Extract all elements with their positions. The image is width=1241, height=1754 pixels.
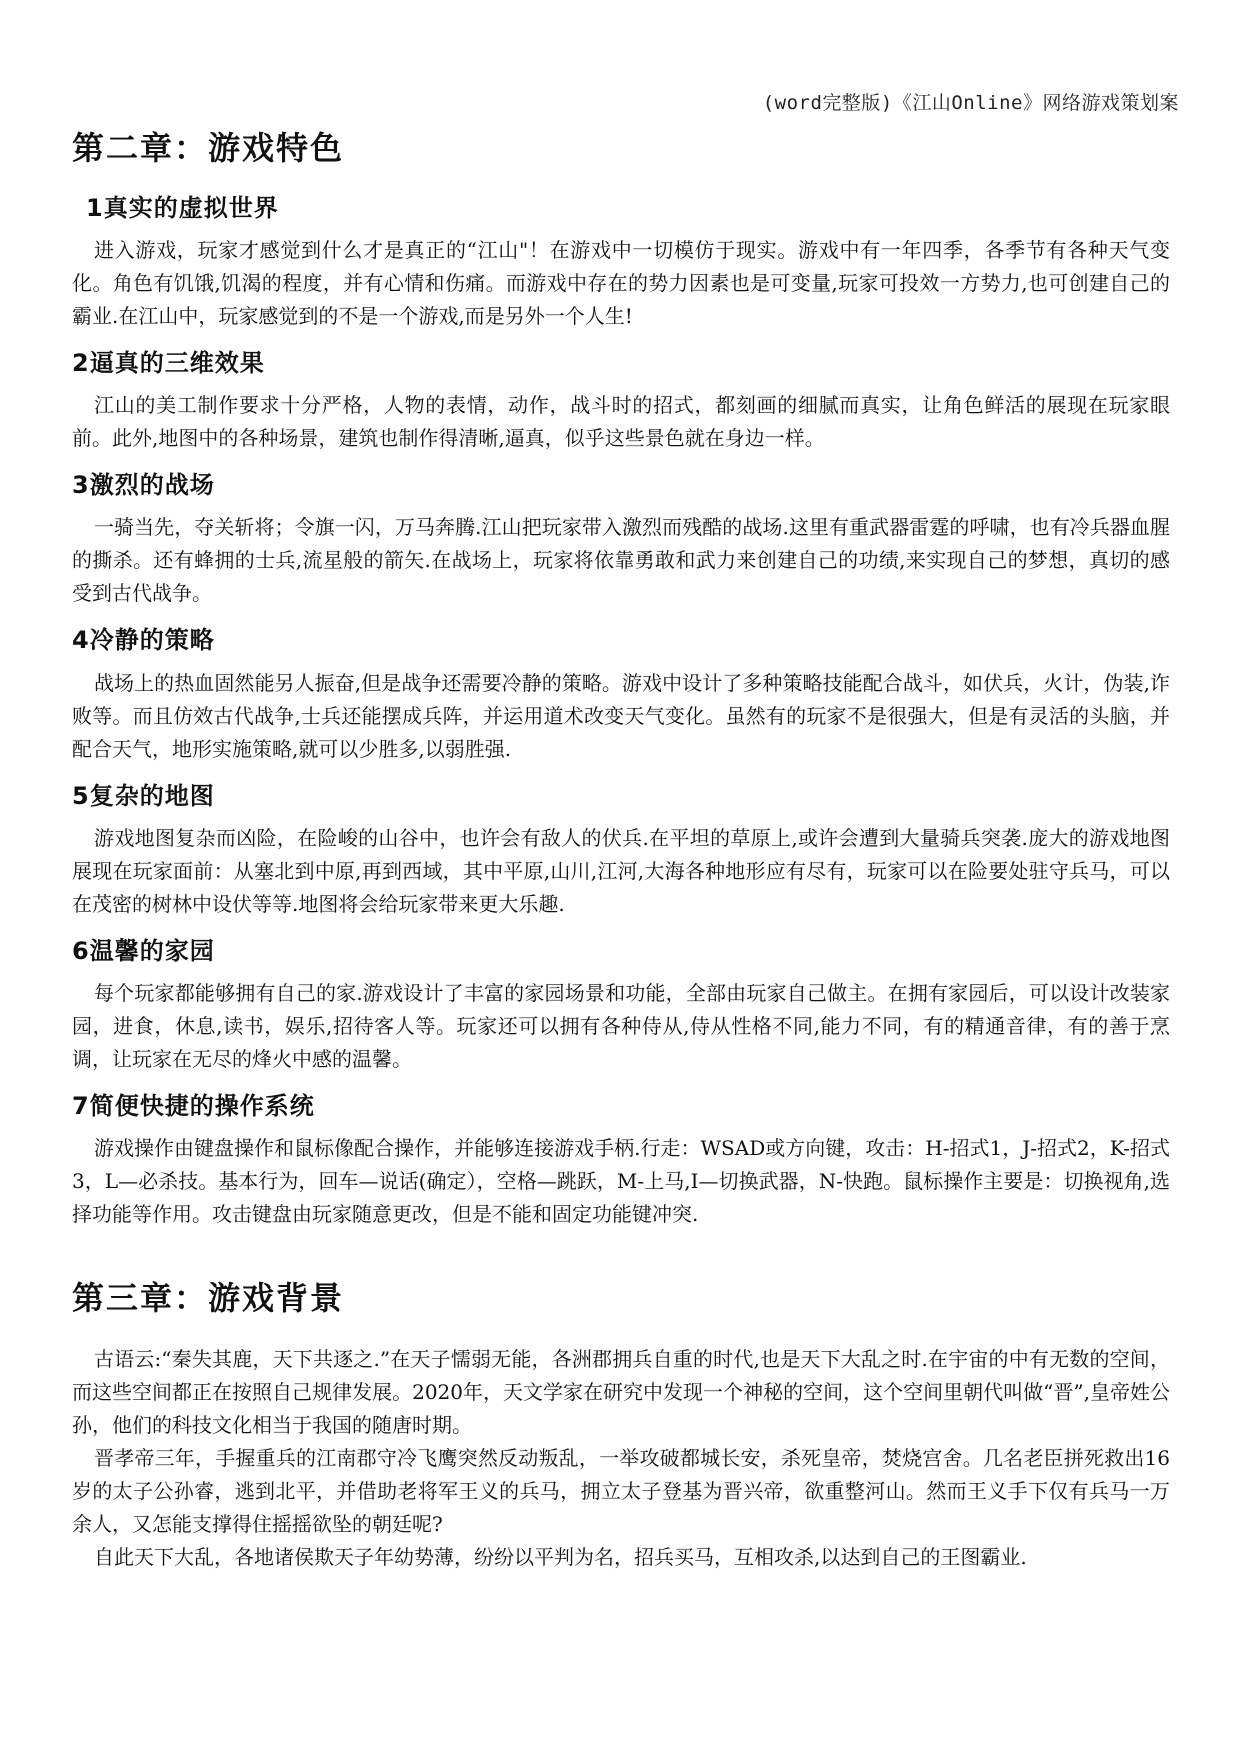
section-2-body: 江山的美工制作要求十分严格，人物的表情，动作，战斗时的招式，都刻画的细腻而真实，让角色鲜活的展现在玩家眼前。此外,地图中的各种场景，建筑也制作得清晰,逼真，似乎这些景色就在身边一样。	[72, 393, 1170, 451]
section-4-body: 战场上的热血固然能另人振奋,但是战争还需要冷静的策略。游戏中设计了多种策略技能配合战斗，如伏兵，火计，伪装,诈败等。而且仿效古代战争,士兵还能摆成兵阵，并运用道术改变天气变化。虽然有的玩家不是很强大，但是有灵活的头脑，并配合天气，地形实施策略,就可以少胜多,以弱胜强.	[72, 670, 1170, 761]
section-7-body: 游戏操作由键盘操作和鼠标像配合操作，并能够连接游戏手柄.行走：WSAD或方向键，攻击：H-招式1，J-招式2，K-招式3，L—必杀技。基本行为，回车—说话(确定），空格—跳跃，M-上马,I—切换武器，N-快跑。鼠标操作主要是：切换视角,选择功能等作用。攻击键盘由玩家随意更改，但是不能和固定功能键冲突.	[72, 1136, 1170, 1227]
chapter-3-title: 第三章：游戏背景	[72, 1279, 345, 1318]
background-paragraph: 晋孝帝三年，手握重兵的江南郡守冷飞鹰突然反动叛乱，一举攻破都城长安，杀死皇帝，焚烧宫舍。几名老臣拼死救出16岁的太子公孙睿，逃到北平，并借助老将军王义的兵马，拥立太子登基为晋兴帝，欲重整河山。然而王义手下仅有兵马一万余人，又怎能支撑得住摇摇欲坠的朝廷呢?	[72, 1445, 1170, 1536]
section-3-title: 3激烈的战场	[72, 471, 215, 500]
section-5-body: 游戏地图复杂而凶险，在险峻的山谷中，也许会有敌人的伏兵.在平坦的草原上,或许会遭到大量骑兵突袭.庞大的游戏地图展现在玩家面前：从塞北到中原,再到西域，其中平原,山川,江河,大海各种地形应有尽有，玩家可以在险要处驻守兵马，可以在茂密的树林中设伏等等.地图将会给玩家带来更大乐趣.	[72, 825, 1170, 916]
section-2-title: 2逼真的三维效果	[72, 348, 265, 377]
section-3	[72, 470, 1170, 610]
section-6-title: 6温馨的家园	[72, 936, 215, 965]
section-7	[72, 1091, 1170, 1231]
section-1	[72, 193, 1170, 333]
section-3-body: 一骑当先，夺关斩将；令旗一闪，万马奔腾.江山把玩家带入激烈而残酷的战场.这里有重武器雷霆的呼啸，也有冷兵器血腥的撕杀。还有蜂拥的士兵,流星般的箭矢.在战场上，玩家将依靠勇敢和武力来创建自己的功绩,来实现自己的梦想，真切的感受到古代战争。	[72, 515, 1170, 606]
chapter-spacer	[72, 1246, 1170, 1276]
running-header: (word完整版)《江山Online》网络游戏策划案	[762, 92, 1179, 114]
section-6-body: 每个玩家都能够拥有自己的家.游戏设计了丰富的家园场景和功能，全部由玩家自己做主。在拥有家园后，可以设计改装家园，进食，休息,读书，娱乐,招待客人等。玩家还可以拥有各种侍从,侍从性格不同,能力不同，有的精通音律，有的善于烹调，让玩家在无尽的烽火中感的温馨。	[72, 980, 1170, 1071]
section-7-title: 7简便快捷的操作系统	[72, 1091, 315, 1120]
section-1-title: 1真实的虚拟世界	[86, 193, 279, 222]
section-4	[72, 625, 1170, 765]
section-5	[72, 781, 1170, 921]
section-1-body: 进入游戏，玩家才感觉到什么才是真正的“江山"！在游戏中一切模仿于现实。游戏中有一年四季，各季节有各种天气变化。角色有饥饿,饥渴的程度，并有心情和伤痛。而游戏中存在的势力因素也是可变量,玩家可投效一方势力,也可创建自己的霸业.在江山中，玩家感觉到的不是一个游戏,而是另外一个人生!	[72, 237, 1170, 328]
background-paragraph: 自此天下大乱，各地诸侯欺天子年幼势薄，纷纷以平判为名，招兵买马，互相攻杀,以达到自己的王图霸业.	[94, 1544, 1027, 1569]
section-4-title: 4冷静的策略	[72, 626, 215, 655]
section-6	[72, 936, 1170, 1076]
section-5-title: 5复杂的地图	[72, 781, 215, 810]
section-2	[72, 348, 1170, 455]
chapter-2-title: 第二章：游戏特色	[72, 129, 345, 167]
background-paragraph: 古语云:“秦失其鹿，天下共逐之.”在天子懦弱无能，各洲郡拥兵自重的时代,也是天下大乱之时.在宇宙的中有无数的空间，而这些空间都正在按照自己规律发展。2020年，天文学家在研究中发现一个神秘的空间，这个空间里朝代叫做“晋”,皇帝姓公孙，他们的科技文化相当于我国的随唐时期。	[72, 1346, 1170, 1437]
document-body	[72, 126, 1170, 1574]
